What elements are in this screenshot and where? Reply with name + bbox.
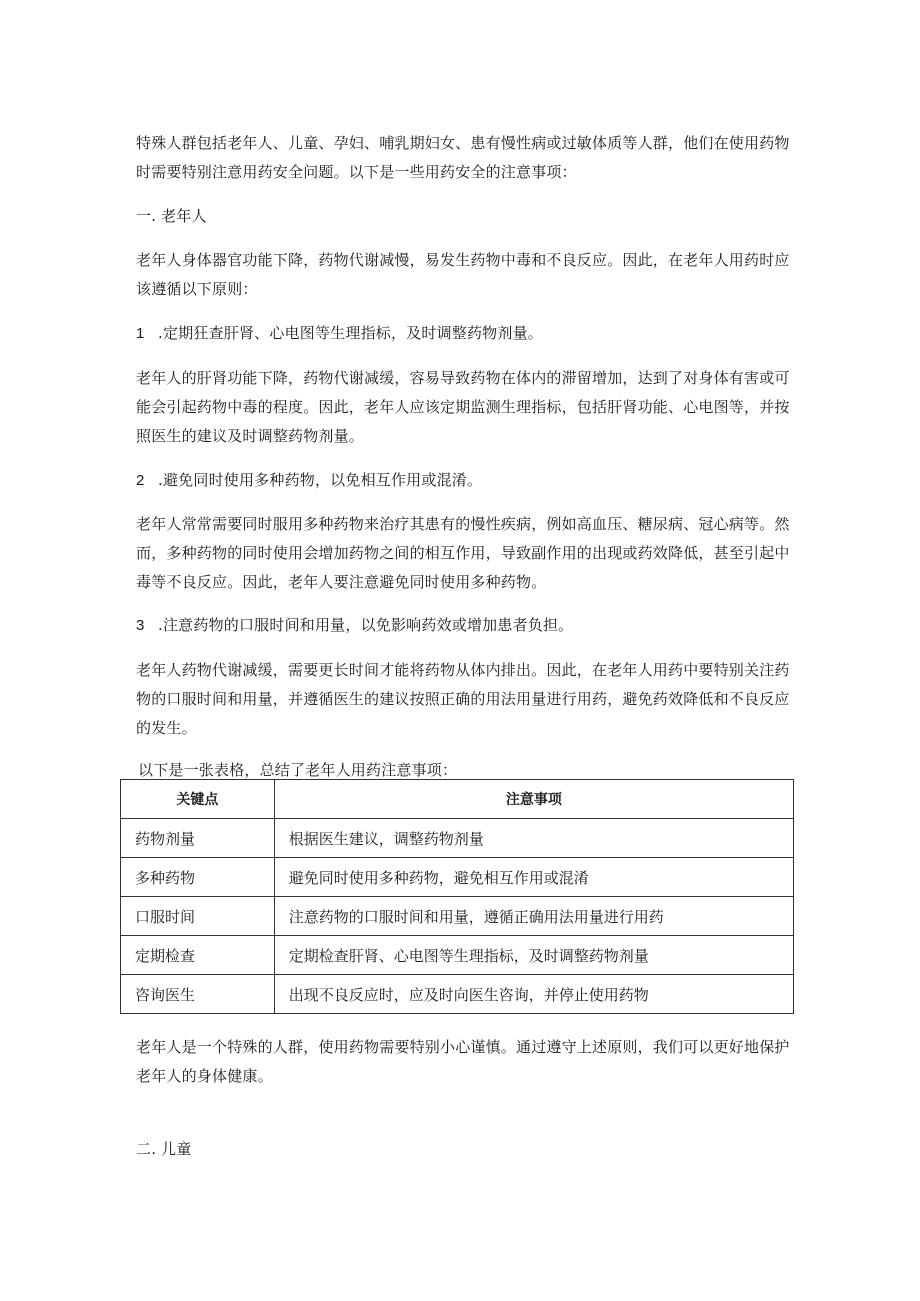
table-row: [121, 936, 794, 975]
section-heading-elderly: 一. 老年人: [136, 207, 207, 225]
table-row: [121, 819, 794, 858]
conclusion-paragraph: 老年人是一个特殊的人群，使用药物需要特别小心谨慎。通过遵守上述原则，我们可以更好地保护老年人的身体健康。: [136, 1038, 790, 1085]
principle-title: .避免同时使用多种药物，以免相互作用或混淆。: [158, 471, 483, 489]
table-cell-key: 咨询医生: [121, 975, 275, 1014]
table-cell-key: 定期检查: [121, 936, 275, 975]
principle-number: 3: [136, 617, 145, 634]
principle-title: .注意药物的口服时间和用量，以免影响药效或增加患者负担。: [158, 616, 574, 634]
principle-item-2: [136, 466, 802, 495]
intro-paragraph: 特殊人群包括老年人、儿童、孕妇、哺乳期妇女、患有慢性病或过敏体质等人群，他们在使用药物时需要特别注意用药安全问题。以下是一些用药安全的注意事项：: [136, 134, 790, 181]
table-cell-note: 根据医生建议，调整药物剂量: [274, 819, 793, 858]
elderly-notes-table: [120, 779, 794, 1014]
table-header-row: [121, 780, 794, 819]
column-header-notes: 注意事项: [274, 780, 793, 819]
elderly-intro-paragraph: 老年人身体器官功能下降，药物代谢减慢，易发生药物中毒和不良反应。因此，在老年人用药时应该遵循以下原则：: [136, 251, 790, 298]
section-heading-children: 二. 儿童: [136, 1140, 192, 1158]
table-cell-note: 定期检查肝肾、心电图等生理指标，及时调整药物剂量: [274, 936, 793, 975]
table-cell-key: 多种药物: [121, 858, 275, 897]
principle-number: 2: [136, 472, 145, 489]
principle-item-1: [136, 319, 802, 348]
table-row: [121, 975, 794, 1014]
table-cell-note: 出现不良反应时，应及时向医生咨询，并停止使用药物: [274, 975, 793, 1014]
principle-number: 1: [136, 325, 145, 342]
principle-item-3: [136, 611, 802, 640]
table-caption: 以下是一张表格，总结了老年人用药注意事项：: [138, 761, 458, 779]
table-row: [121, 897, 794, 936]
table-cell-key: 药物剂量: [121, 819, 275, 858]
table-cell-key: 口服时间: [121, 897, 275, 936]
principle-title: .定期狂查肝肾、心电图等生理指标，及时调整药物剂量。: [158, 324, 543, 342]
principle-2-body: 老年人常常需要同时服用多种药物来治疗其患有的慢性疾病，例如高血压、糖尿病、冠心病等。然而，多种药物的同时使用会增加药物之间的相互作用，导致副作用的出现或药效降低，甚至引起中毒等不良反应。因此，老年人要注意避免同时使用多种药物。: [136, 515, 790, 591]
table-row: [121, 858, 794, 897]
table-cell-note: 避免同时使用多种药物，避免相互作用或混淆: [274, 858, 793, 897]
principle-1-body: 老年人的肝肾功能下降，药物代谢减缓，容易导致药物在体内的滞留增加，达到了对身体有害或可能会引起药物中毒的程度。因此，老年人应该定期监测生理指标，包括肝肾功能、心电图等，并按照医生的建议及时调整药物剂量。: [136, 369, 790, 445]
principle-3-body: 老年人药物代谢减缓，需要更长时间才能将药物从体内排出。因此，在老年人用药中要特别关注药物的口服时间和用量，并遵循医生的建议按照正确的用法用量进行用药，避免药效降低和不良反应的发生。: [136, 661, 790, 737]
column-header-key-point: 关键点: [121, 780, 275, 819]
table-cell-note: 注意药物的口服时间和用量，遵循正确用法用量进行用药: [274, 897, 793, 936]
